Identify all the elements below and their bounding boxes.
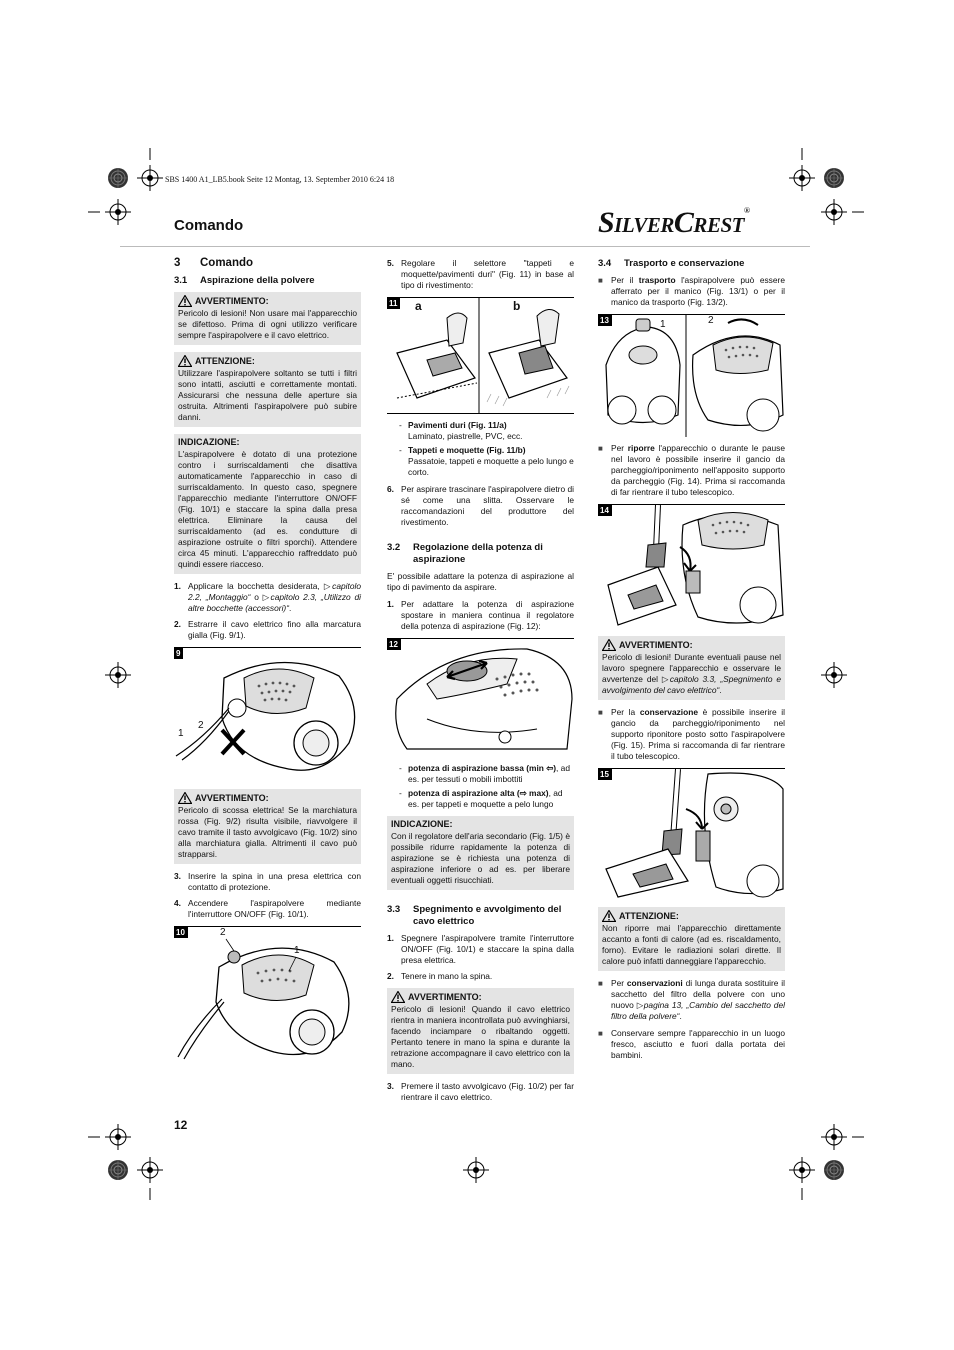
figure-11: 11 a b <box>387 297 574 414</box>
section-3-4-heading: 3.4 Trasporto e conservazione <box>598 258 745 269</box>
dash-item-hard-floors: - Pavimenti duri (Fig. 11/a) Laminato, piastrelle, PVC, ecc. <box>399 420 523 441</box>
steps-1-2 <box>174 581 361 641</box>
section-3-heading: 3 Comando <box>174 257 254 269</box>
column-3 <box>598 258 785 1067</box>
warning-box-1: AVVERTIMENTO: Pericolo di lesioni! Non usare mai l'apparecchio se difettoso. Prima di ogni utilizzo verificare sempre l'aspirapolvere e il cavo elettrico. <box>174 292 361 345</box>
step-5: 5. Regolare il selettore "tappeti e moquette/pavimenti duri" (Fig. 11) in base al tipo di rivestimento: <box>387 258 574 290</box>
warning-box-2: AVVERTIMENTO: Pericolo di scossa elettrica! Se la marchiatura rossa (Fig. 9/2) risulta visibile, riavvolgere il cavo tramite il tasto avvolgicavo (Fig. 10/2) sino alla marchiatura gialla. Altrimenti il cavo può strapparsi. <box>174 789 361 864</box>
brand-name: SilverCrest <box>598 206 744 239</box>
step-2: 2. Estrarre il cavo elettrico fino alla marcatura gialla (Fig. 9/1). <box>174 619 361 640</box>
figure-9: 9 1 2 <box>174 647 361 783</box>
step-5-list <box>387 258 574 291</box>
warning-triangle-icon <box>178 792 192 804</box>
bullet-storing-pause: ■ Per riporre l'apparecchio o durante le pause nel lavoro è possibile inserire il gancio da parcheggio/riponimento nell'apposito supporto da parcheggio (Fig. 14). Prima si raccomanda di far rientrare il tubo telescopico. <box>598 443 785 497</box>
note-box-2: INDICAZIONE: Con il regolatore dell'aria secondario (Fig. 1/5) è possibile ridurre rapidamente la potenza di aspirazione se è richiesta una potenza di aspirazione inferiore o ad es. per liberare eventuali oggetti risucchiati. <box>387 816 574 890</box>
s33-step-1: 1. Spegnere l'aspirapolvere tramite l'interruttore ON/OFF (Fig. 10/1) e staccare la spina dalla presa elettrica. <box>387 933 574 965</box>
section-3-2-heading: 3.2 Regolazione della potenza di aspirazione <box>387 542 543 565</box>
section-3-3-steps-a <box>387 933 574 982</box>
vacuum-carry-handles-illustration <box>598 315 785 437</box>
brand-registered: ® <box>743 206 750 215</box>
brand-logo <box>598 206 749 240</box>
parking-hook-illustration <box>598 505 785 630</box>
step-3: 3. Inserire la spina in una presa elettrica con contatto di protezione. <box>174 871 361 892</box>
bullet-storage-place: ■ Conservare sempre l'apparecchio in un luogo fresco, asciutto e fuori dalla portata dei bambini. <box>598 1028 785 1060</box>
section-3-3-heading: 3.3 Spegnimento e avvolgimento del cavo elettrico <box>387 904 562 927</box>
note-box-1: INDICAZIONE: L'aspirapolvere è dotato di una protezione contro i surriscaldamenti che disattiva automaticamente l'apparecchio in caso di surriscaldamento. In questo caso, spegnere l'apparecchio mediante l'interruttore ON/OFF (Fig. 10/1) e staccare la spina dalla presa elettrica. Eliminare la causa del surriscaldamento (ad es. condutture di aspirazione ostruite o filtri sporchi). Attendere circa 45 minuti. L'apparecchio raffreddato può quindi essere riacceso. <box>174 434 361 574</box>
warning-box-4: AVVERTIMENTO: Pericolo di lesioni! Durante eventuali pause nel lavoro spegnere l'apparecchio e osservare le avvertenze del ▷capitolo 3.3, „Spegnimento e avvolgimento del cavo elettrico“. <box>598 636 785 700</box>
steps-3-4 <box>174 871 361 920</box>
floor-nozzle-selector-illustration <box>387 298 574 413</box>
column-1 <box>174 258 361 1068</box>
s33-step-3: 3. Premere il tasto avvolgicavo (Fig. 10/2) per far rientrare il cavo elettrico. <box>387 1081 574 1102</box>
figure-10: 10 2 1 <box>174 926 361 1062</box>
caution-box-2: ATTENZIONE: Non riporre mai l'apparecchio direttamente accanto a fonti di calore (ad es. riscaldamento, forno). Evitare le radiazioni solari dirette. Il calore può infatti danneggiare l'apparecchio. <box>598 907 785 971</box>
s32-step-1: 1. Per adattare la potenza di aspirazione spostare in maniera continua il regolatore della potenza di aspirazione (Fig. 12): <box>387 599 574 631</box>
header-rule <box>120 246 810 247</box>
caution-box-1: ATTENZIONE: Utilizzare l'aspirapolvere soltanto se tutti i filtri sono intatti, asciutti e correttamente montati. Assicurarsi che nessuna delle aperture sia ostruita. Altrimenti l'aspirapolvere può subire danni. <box>174 352 361 427</box>
bullet-transport: ■ Per il trasporto l'aspirapolvere può essere afferrato per il manico (Fig. 13/1) o per il manico da trasporto (Fig. 13/2). <box>598 275 785 307</box>
chapter-title: Comando <box>174 217 244 234</box>
dash-item-low-power: - potenza di aspirazione bassa (min ⇦), ad es. per tessuti o mobili imbottiti <box>399 763 571 784</box>
suction-power-regulator-illustration <box>387 639 574 757</box>
step-1: 1. Applicare la bocchetta desiderata, ▷capitolo 2.2, „Montaggio“ o ▷capitolo 2.3, „Utilizzo di altre bocchette (accessori)“. <box>174 581 361 613</box>
storage-hook-illustration <box>598 769 785 901</box>
step-6: 6. Per aspirare trascinare l'aspirapolvere dietro di sé come una slitta. Osservare le raccomandazioni del produttore del rivestimento. <box>387 484 574 527</box>
section-3-2-intro: E' possibile adattare la potenza di aspirazione al tipo di pavimento da aspirare. <box>387 571 574 592</box>
vacuum-switch-illustration <box>174 927 361 1062</box>
print-info-line: SBS 1400 A1_LB5.book Seite 12 Montag, 13. September 2010 6:24 18 <box>165 175 395 184</box>
warning-triangle-icon <box>602 639 616 651</box>
caution-triangle-icon <box>602 910 616 922</box>
warning-triangle-icon <box>391 991 405 1003</box>
caution-triangle-icon <box>178 355 192 367</box>
bullet-long-storage: ■ Per conservazioni di lunga durata sostituire il sacchetto del filtro della polvere con uno nuovo ▷pagina 13, „Cambio del sacchetto del filtro della polvere“. <box>598 978 785 1021</box>
vacuum-cable-illustration <box>174 648 361 783</box>
section-3-1-heading: 3.1 Aspirazione della polvere <box>174 275 315 286</box>
page-number: 12 <box>174 1118 188 1132</box>
bullet-conservation: ■ Per la conservazione è possibile inserire il gancio da parcheggio/riponimento nel supporto riponitore posto sotto l'aspirapolvere (Fig. 15). Prima si raccomanda di far rientrare il tubo telescopico. <box>598 707 785 761</box>
s33-step-2: 2. Tenere in mano la spina. <box>387 971 493 981</box>
figure-15: 15 <box>598 768 785 901</box>
section-3-2-steps <box>387 599 574 632</box>
step-4: 4. Accendere l'aspirapolvere mediante l'interruttore ON/OFF (Fig. 10/1). <box>174 898 361 919</box>
dash-item-carpets: - Tappeti e moquette (Fig. 11/b) Passatoie, tappeti e moquette a pelo lungo e corto. <box>399 445 574 477</box>
step-6-list <box>387 484 574 528</box>
warning-box-3: AVVERTIMENTO: Pericolo di lesioni! Quando il cavo elettrico rientra in maniera incontrollata può avvinghiarsi, facendo inciampare o ribaltando oggetti. Pertanto tenere in mano la spina e durante la retrazione accompagnare il cavo elettrico con la mano. <box>387 988 574 1074</box>
figure-13: 13 1 2 <box>598 314 785 437</box>
warning-triangle-icon <box>178 295 192 307</box>
dash-item-high-power: - potenza di aspirazione alta (⇨ max), ad es. per tappeti e moquette a pelo lungo <box>399 788 563 809</box>
figure-12: 12 <box>387 638 574 757</box>
section-3-3-steps-b <box>387 1081 574 1103</box>
column-2 <box>387 258 574 1109</box>
figure-14: 14 <box>598 504 785 630</box>
